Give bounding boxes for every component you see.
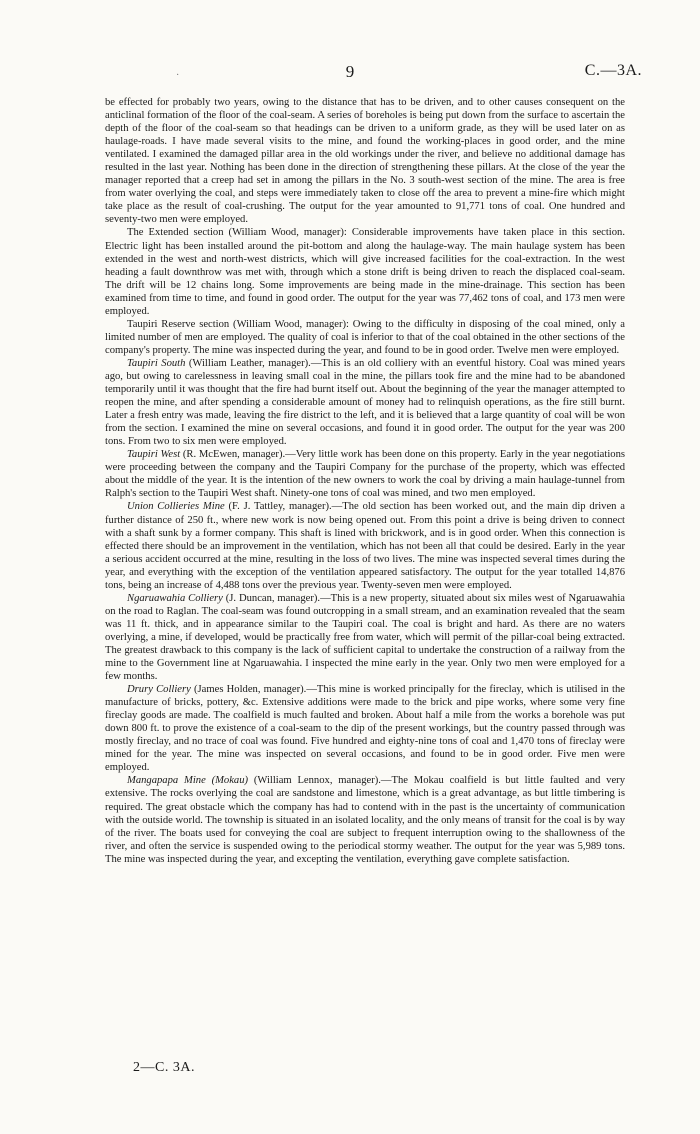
paragraph-heading: Ngaruawahia Colliery: [127, 592, 223, 604]
paragraph-5: [105, 448, 625, 500]
paragraph-text: (William Leather, manager).—This is an old colliery with an eventful history. Coal was mined years ago, but owing to carelessness in leaving small coal in the mine, the pillars took fire and the mine had to be abandoned temporarily until it was thought that the fire had burnt itself out. About the beginning of the year the manager attempted to reopen the mine, and after spending a considerable amount of money had to relinquish operations, as the fire still burnt. Later a fresh entry was made, leaving the fire district to the left, and it is believed that a large quantity of coal will be won from the section. I examined the mine on several occasions, and found it in good order. The output for the year was 200 tons. From two to six men were employed.: [105, 357, 625, 448]
page-number: 9: [345, 62, 355, 81]
paragraph-9: [105, 774, 625, 865]
paragraph-text: (J. Duncan, manager).—This is a new property, situated about six miles west of Ngaruawahia on the road to Raglan. The coal-seam was found outcropping in a small stream, and an examination revealed that the seam was 11 ft. thick, and in appearance similar to the Taupiri coal. The coal is bright and hard. As there are no waters overlying, a mine, if developed, would be practically free from water, which will permit of the pillar-coal being extracted. The greatest drawback to this company is the lack of sufficient capital to undertake the construction of a railway from the mine to the Government line at Ngaruawahia. I inspected the mine early in the year. Only two men were employed for a few months.: [105, 592, 625, 683]
paragraph-text: (James Holden, manager).—This mine is worked principally for the fireclay, which is utilised in the manufacture of bricks, pottery, &c. Extensive additions were made to the brick and pipe works, where some very fine fireclay goods are made. The coalfield is much faulted and broken. About half a mile from the works a borehole was put down 800 ft. to prove the existence of a coal-seam to the dip of the present workings, but the country passed through was mostly fireclay, and no trace of coal was found. Five hundred and eighty-nine tons of coal and 1,470 tons of fireclay were mined for the year. The mine was inspected on several occasions, and found to be in good order. Five men were employed.: [105, 684, 625, 774]
paragraph-2: [105, 226, 625, 317]
paragraph-text: (F. J. Tattley, manager).—The old section has been worked out, and the main dip driven a further distance of 250 ft., where new work is now being opened out. From this point a drive is being driven to connect with a shaft sunk by a former company. This shaft is lined with brickwork, and is in good order. When this connection is effected there should be an improvement in the ventilation, which has not been all that could be desired. Early in the year a serious accident occurred at the mine, resulting in the loss of two lives. The mine was inspected several times during the year, and everything with the exception of the ventilation appeared satisfactory. The output for the year totalled 14,876 tons, being an increase of 4,488 tons over the previous year. Twenty-seven men were employed.: [105, 501, 625, 591]
body-text: [105, 96, 625, 866]
paragraph-7: [105, 592, 625, 683]
paragraph-text: be effected for probably two years, owing to the distance that has to be driven, and to other causes consequent on the anticlinal formation of the floor of the coal-seam. A series of boreholes is being put down from the surface to ascertain the depth of the floor of the coal-seam so that headings can be driven to a uniform grade, as they will be used later on as haulage-roads. I have made several visits to the mine, and found the working-places in good order, and the mine ventilated. I examined the damaged pillar area in the old workings under the river, and believe no additional damage has resulted in the last year. Nothing has been done in the direction of strengthening these pillars. At the close of the year the manager reported that a creep had set in among the pillars in the No. 3 south-west section of the mine. The area is free from water overlying the coal, and steps were immediately taken to close off the area to prevent a mine-fire which might take place as the result of coal-crushing. The output for the year amounted to 91,771 tons of coal. One hundred and seventy-two men were employed.: [105, 97, 625, 226]
page-reference: C.—3A.: [584, 62, 642, 79]
paragraph-heading: Taupiri West: [127, 449, 181, 461]
paragraph-heading: Drury Colliery: [127, 684, 191, 696]
paragraph-6: [105, 500, 625, 591]
paragraph-text: (William Lennox, manager).—The Mokau coalfield is but little faulted and very extensive. The rocks overlying the coal are sandstone and limestone, which is a great advantage, as but little timbering is required. The great obstacle which the company has had to contend with in the past is the uncertainty of communication with the outside world. The township is situated in an isolated locality, and the only means of transit for the coal is by way of the river. The boats used for conveying the coal are subject to frequent interruption owing to the shallowness of the river, and often the service is suspended owing to the periodical stormy weather. The output for the year was 5,989 tons. The mine was inspected during the year, and excepting the ventilation, everything gave complete satisfaction.: [105, 775, 625, 865]
signature-mark: 2—C. 3A.: [133, 1060, 195, 1075]
paragraph-8: [105, 683, 625, 774]
paragraph-text: (R. McEwen, manager).—Very little work has been done on this property. Early in the year negotiations were proceeding between the company and the Taupiri Company for the purchase of the property, which was effected about the middle of the year. It is the intention of the new owners to work the coal by driving a main haulage-tunnel from Ralph's section to the Taupiri West shaft. Ninety-one tons of coal was mined, and two men employed.: [105, 449, 625, 500]
paragraph-text: The Extended section (William Wood, manager): Considerable improvements have taken place in this section. Electric light has been installed around the pit-bottom and along the haulage-way. The main haulage system has been extended in the west and north-west districts, which will give increased facilities for the coal-extraction. In the west heading a fault downthrow was met with, through which a stone drift is being driven to reach the displaced coal-seam. The drift will be 12 chains long. Some improvements are being made in the mine-drainage. This section has been examined from time to time, and found in good order. The output for the year was 77,462 tons of coal, and 173 men were employed.: [105, 227, 625, 317]
paragraph-heading: Union Collieries Mine: [127, 501, 225, 513]
paragraph-heading: Mangapapa Mine (Mokau): [127, 775, 249, 787]
page-mark: ·: [176, 70, 180, 81]
paragraph-4: [105, 357, 625, 448]
paragraph-3: [105, 318, 625, 357]
paragraph-text: Taupiri Reserve section (William Wood, manager): Owing to the difficulty in disposing of the coal mined, only a limited number of men are employed. The quality of coal is inferior to that of the coal obtained in the other sections of the company's property. The mine was inspected during the year, and found to be in good order. Twelve men were employed.: [105, 318, 625, 356]
paragraph-1: [105, 96, 625, 226]
paragraph-heading: Taupiri South: [127, 357, 186, 369]
